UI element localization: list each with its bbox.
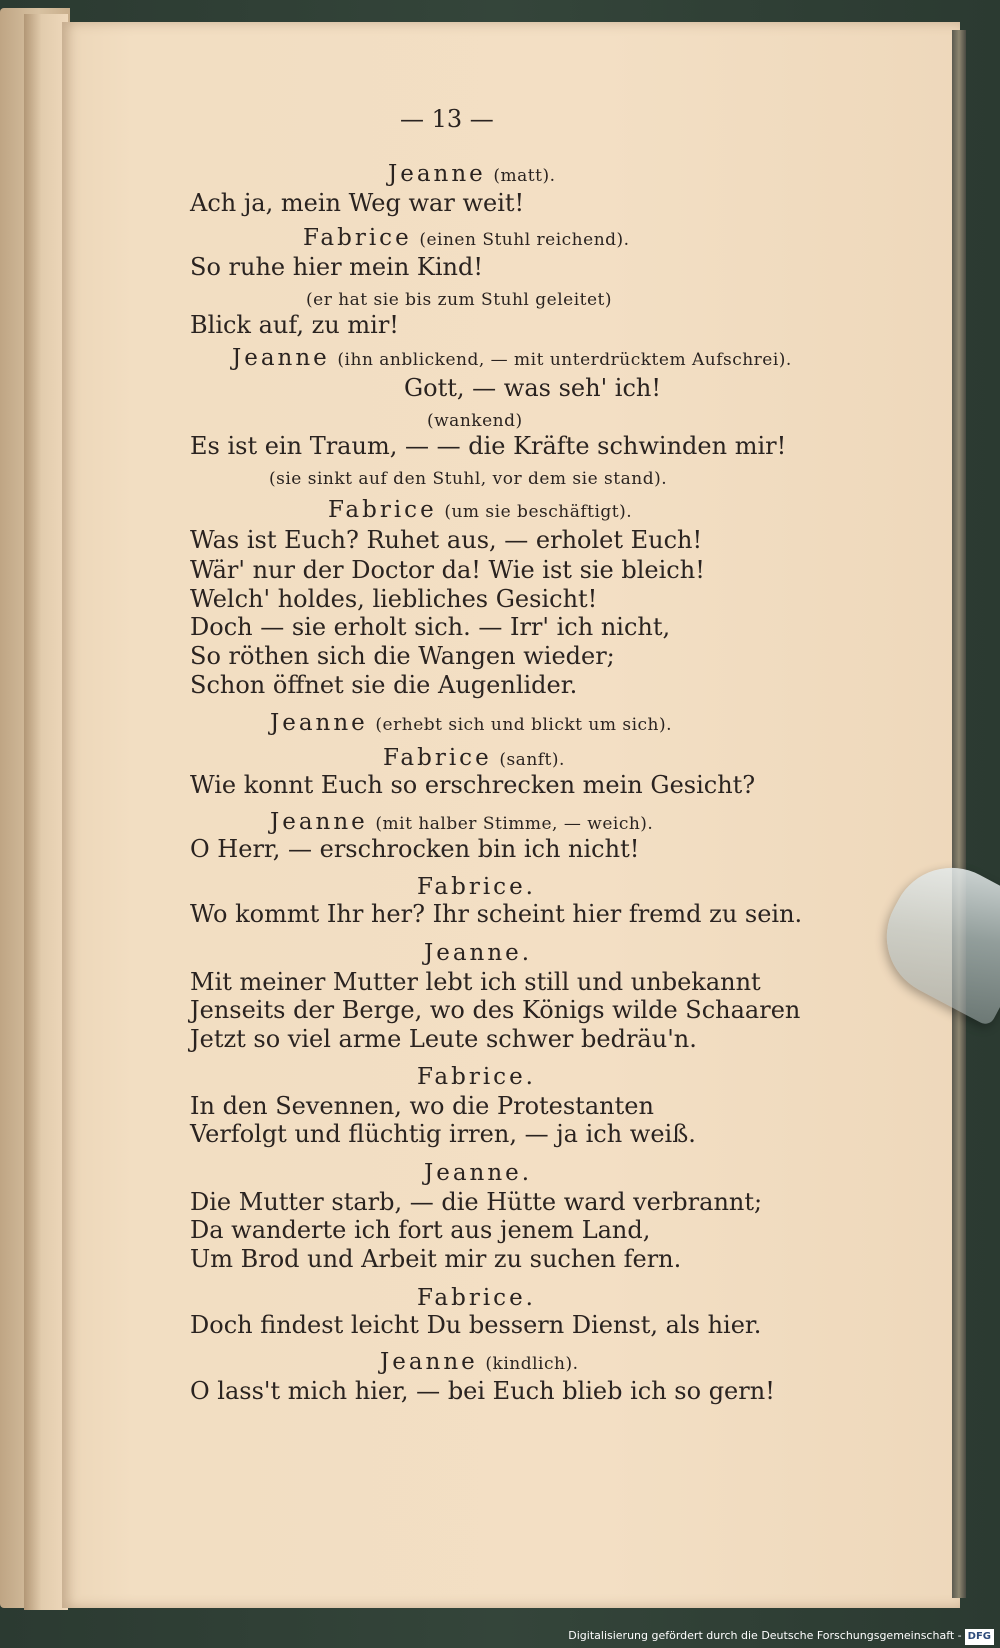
stage-direction: (ihn anblickend, — mit unterdrücktem Aufschrei). [337,350,792,370]
stage-direction: (sanft). [499,750,565,770]
stage-direction: (matt). [493,166,556,186]
speaker-name: Fabrice. [417,874,536,900]
speaker-name: Jeanne. [424,1160,533,1186]
speaker-name: Jeanne [270,710,368,736]
verse-line: Um Brod und Arbeit mir zu suchen fern. [190,1245,682,1273]
verse-line: Gott, — was seh' ich! [404,374,662,402]
speaker-name: Jeanne. [424,940,533,966]
verse-line: So ruhe hier mein Kind! [190,253,483,281]
verse-line: In den Sevennen, wo die Protestanten [190,1092,654,1120]
speaker-line [328,494,632,527]
verse-line: Wie konnt Euch so erschrecken mein Gesicht? [190,771,756,799]
speaker-name: Jeanne [270,809,368,835]
verse-line: Da wanderte ich fort aus jenem Land, [190,1216,651,1244]
stage-direction: (wankend) [427,411,523,431]
speaker-name: Fabrice [383,745,492,771]
stage-direction: (er hat sie bis zum Stuhl geleitet) [306,290,612,310]
speaker-line [303,222,630,255]
stage-direction: (einen Stuhl reichend). [419,230,630,250]
stage-direction: (erhebt sich und blickt um sich). [375,715,673,735]
speaker-name: Fabrice [303,225,412,251]
speaker-line [232,342,792,375]
speaker-line [417,1282,536,1313]
stage-direction: (um sie beschäftigt). [444,502,633,522]
verse-line: Verfolgt und flüchtig irren, — ja ich weiß. [190,1120,696,1148]
verse-line: O lass't mich hier, — bei Euch blieb ich so gern! [190,1377,775,1405]
stage-direction: (kindlich). [485,1354,579,1374]
verse-line: Wär' nur der Doctor da! Wie ist sie bleich! [190,556,705,584]
verse-line: Die Mutter starb, — die Hütte ward verbrannt; [190,1188,763,1216]
footer-credit [568,1628,994,1644]
verse-line: So röthen sich die Wangen wieder; [190,642,615,670]
speaker-name: Jeanne [388,161,486,187]
stage-direction: (sie sinkt auf den Stuhl, vor dem sie stand). [269,469,668,489]
verse-line: Es ist ein Traum, — — die Kräfte schwinden mir! [190,432,787,460]
speaker-line [417,1061,536,1092]
footer-credit-text: Digitalisierung gefördert durch die Deutsche Forschungsgemeinschaft - [568,1629,962,1642]
verse-line: Wo kommt Ihr her? Ihr scheint hier fremd zu sein. [190,900,803,928]
speaker-name: Fabrice. [417,1285,536,1311]
speaker-line [380,1346,579,1379]
speaker-name: Jeanne [232,345,330,371]
speaker-line [270,707,672,740]
verse-line: Welch' holdes, liebliches Gesicht! [190,585,598,613]
dfg-logo: DFG [965,1629,994,1645]
verse-line: Blick auf, zu mir! [190,311,399,339]
verse-line: Mit meiner Mutter lebt ich still und unbekannt [190,968,761,996]
speaker-line [424,937,532,968]
speaker-line [417,871,536,902]
verse-line: Jetzt so viel arme Leute schwer bedräu'n. [190,1025,697,1053]
verse-line: Schon öffnet sie die Augenlider. [190,671,578,699]
verse-line: Doch findest leicht Du bessern Dienst, als hier. [190,1311,762,1339]
speaker-name: Jeanne [380,1349,478,1375]
verse-line: Jenseits der Berge, wo des Königs wilde Schaaren [190,996,801,1024]
verse-line: O Herr, — erschrocken bin ich nicht! [190,835,640,863]
speaker-name: Fabrice [328,497,437,523]
page-number: — 13 — [400,105,494,133]
speaker-line [388,158,556,191]
stage-direction: (mit halber Stimme, — weich). [375,814,654,834]
speaker-line [424,1157,532,1188]
speaker-name: Fabrice. [417,1064,536,1090]
verse-line: Doch — sie erholt sich. — Irr' ich nicht, [190,613,671,641]
verse-line: Ach ja, mein Weg war weit! [190,189,525,217]
verse-line: Was ist Euch? Ruhet aus, — erholet Euch! [190,526,703,554]
